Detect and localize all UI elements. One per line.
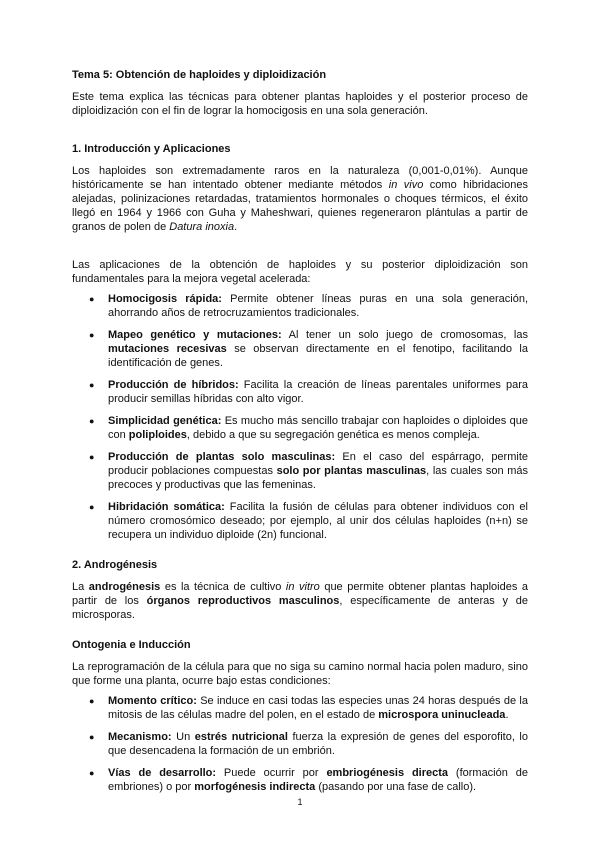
list-item: ● Hibridación somática: Facilita la fusión de células para obtener individuos con el número cromosómico deseado; por ejemplo, al unir dos células haploides (n+n) se recupera un individuo diploide (2n) funcional. (89, 501, 528, 541)
bullet-icon: ● (89, 732, 95, 742)
bullet-icon: ● (89, 452, 95, 462)
section-1-heading: 1. Introducción y Aplicaciones (72, 143, 231, 155)
ontogenia-list (72, 694, 528, 794)
page-number: 1 (297, 797, 303, 807)
list-item: ● Producción de plantas solo masculinas: En el caso del espárrago, permite producir poblaciones compuestas solo por plantas masculinas, las cuales son más precoces y productivas que las femeninas. (89, 451, 528, 491)
list-item: ● Simplicidad genética: Es mucho más sencillo trabajar con haploides o diploides que con poliploides, debido a que su segregación genética es menos compleja. (89, 415, 528, 441)
bullet-icon: ● (89, 294, 95, 304)
bullet-icon: ● (89, 696, 95, 706)
bullet-icon: ● (89, 380, 95, 390)
ontogenia-paragraph: La reprogramación de la célula para que no siga su camino normal hacia polen maduro, sino que forme una planta, ocurre bajo estas condiciones: (72, 661, 528, 687)
section-2-paragraph-1: La androgénesis es la técnica de cultivo in vitro que permite obtener plantas haploides a partir de los órganos reproductivos masculinos, específicamente de anteras y de microsporas. (72, 581, 528, 621)
document-page (72, 68, 528, 802)
bullet-icon: ● (89, 768, 95, 778)
intro-paragraph: Este tema explica las técnicas para obtener plantas haploides y el posterior proceso de diploidización con el fin de lograr la homocigosis en una sola generación. (72, 91, 528, 117)
list-item: ● Homocigosis rápida: Permite obtener líneas puras en una sola generación, ahorrando años de retrocruzamientos tradicionales. (89, 293, 529, 319)
bullet-icon: ● (89, 416, 95, 426)
section-1-paragraph-2: Las aplicaciones de la obtención de haploides y su posterior diploidización son fundamentales para la mejora vegetal acelerada: (72, 259, 528, 285)
list-item: ● Momento crítico: Se induce en casi todas las especies unas 24 horas después de la mitosis de las células madre del polen, en el estado de microspora uninucleada. (89, 695, 528, 721)
section-1-paragraph-1: Los haploides son extremadamente raros en la naturaleza (0,001-0,01%). Aunque históricamente se han intentado obtener mediante métodos in vivo como hibridaciones alejadas, polinizaciones retardadas, tratamientos hormonales o choques térmicos, el éxito llegó en 1964 y 1966 con Guha y Maheshwari, quienes regeneraron plántulas a partir de granos de polen de Datura inoxia. (72, 165, 528, 233)
section-2-heading: 2. Androgénesis (72, 559, 158, 571)
bullet-icon: ● (89, 330, 95, 340)
ontogenia-subheading: Ontogenia e Inducción (72, 639, 191, 651)
applications-list (72, 292, 528, 542)
document-title: Tema 5: Obtención de haploides y diploidización (72, 69, 327, 81)
list-item: ● Vías de desarrollo: Puede ocurrir por embriogénesis directa (formación de embriones) o por morfogénesis indirecta (pasando por una fase de callo). (89, 767, 528, 793)
list-item: ● Mapeo genético y mutaciones: Al tener un solo juego de cromosomas, las mutaciones recesivas se observan directamente en el fenotipo, facilitando la identificación de genes. (89, 329, 528, 369)
list-item: ● Producción de híbridos: Facilita la creación de líneas parentales uniformes para producir semillas híbridas con alto vigor. (89, 379, 528, 405)
list-item: ● Mecanismo: Un estrés nutricional fuerza la expresión de genes del esporofito, lo que desencadena la formación de un embrión. (89, 731, 528, 757)
bullet-icon: ● (89, 502, 95, 512)
